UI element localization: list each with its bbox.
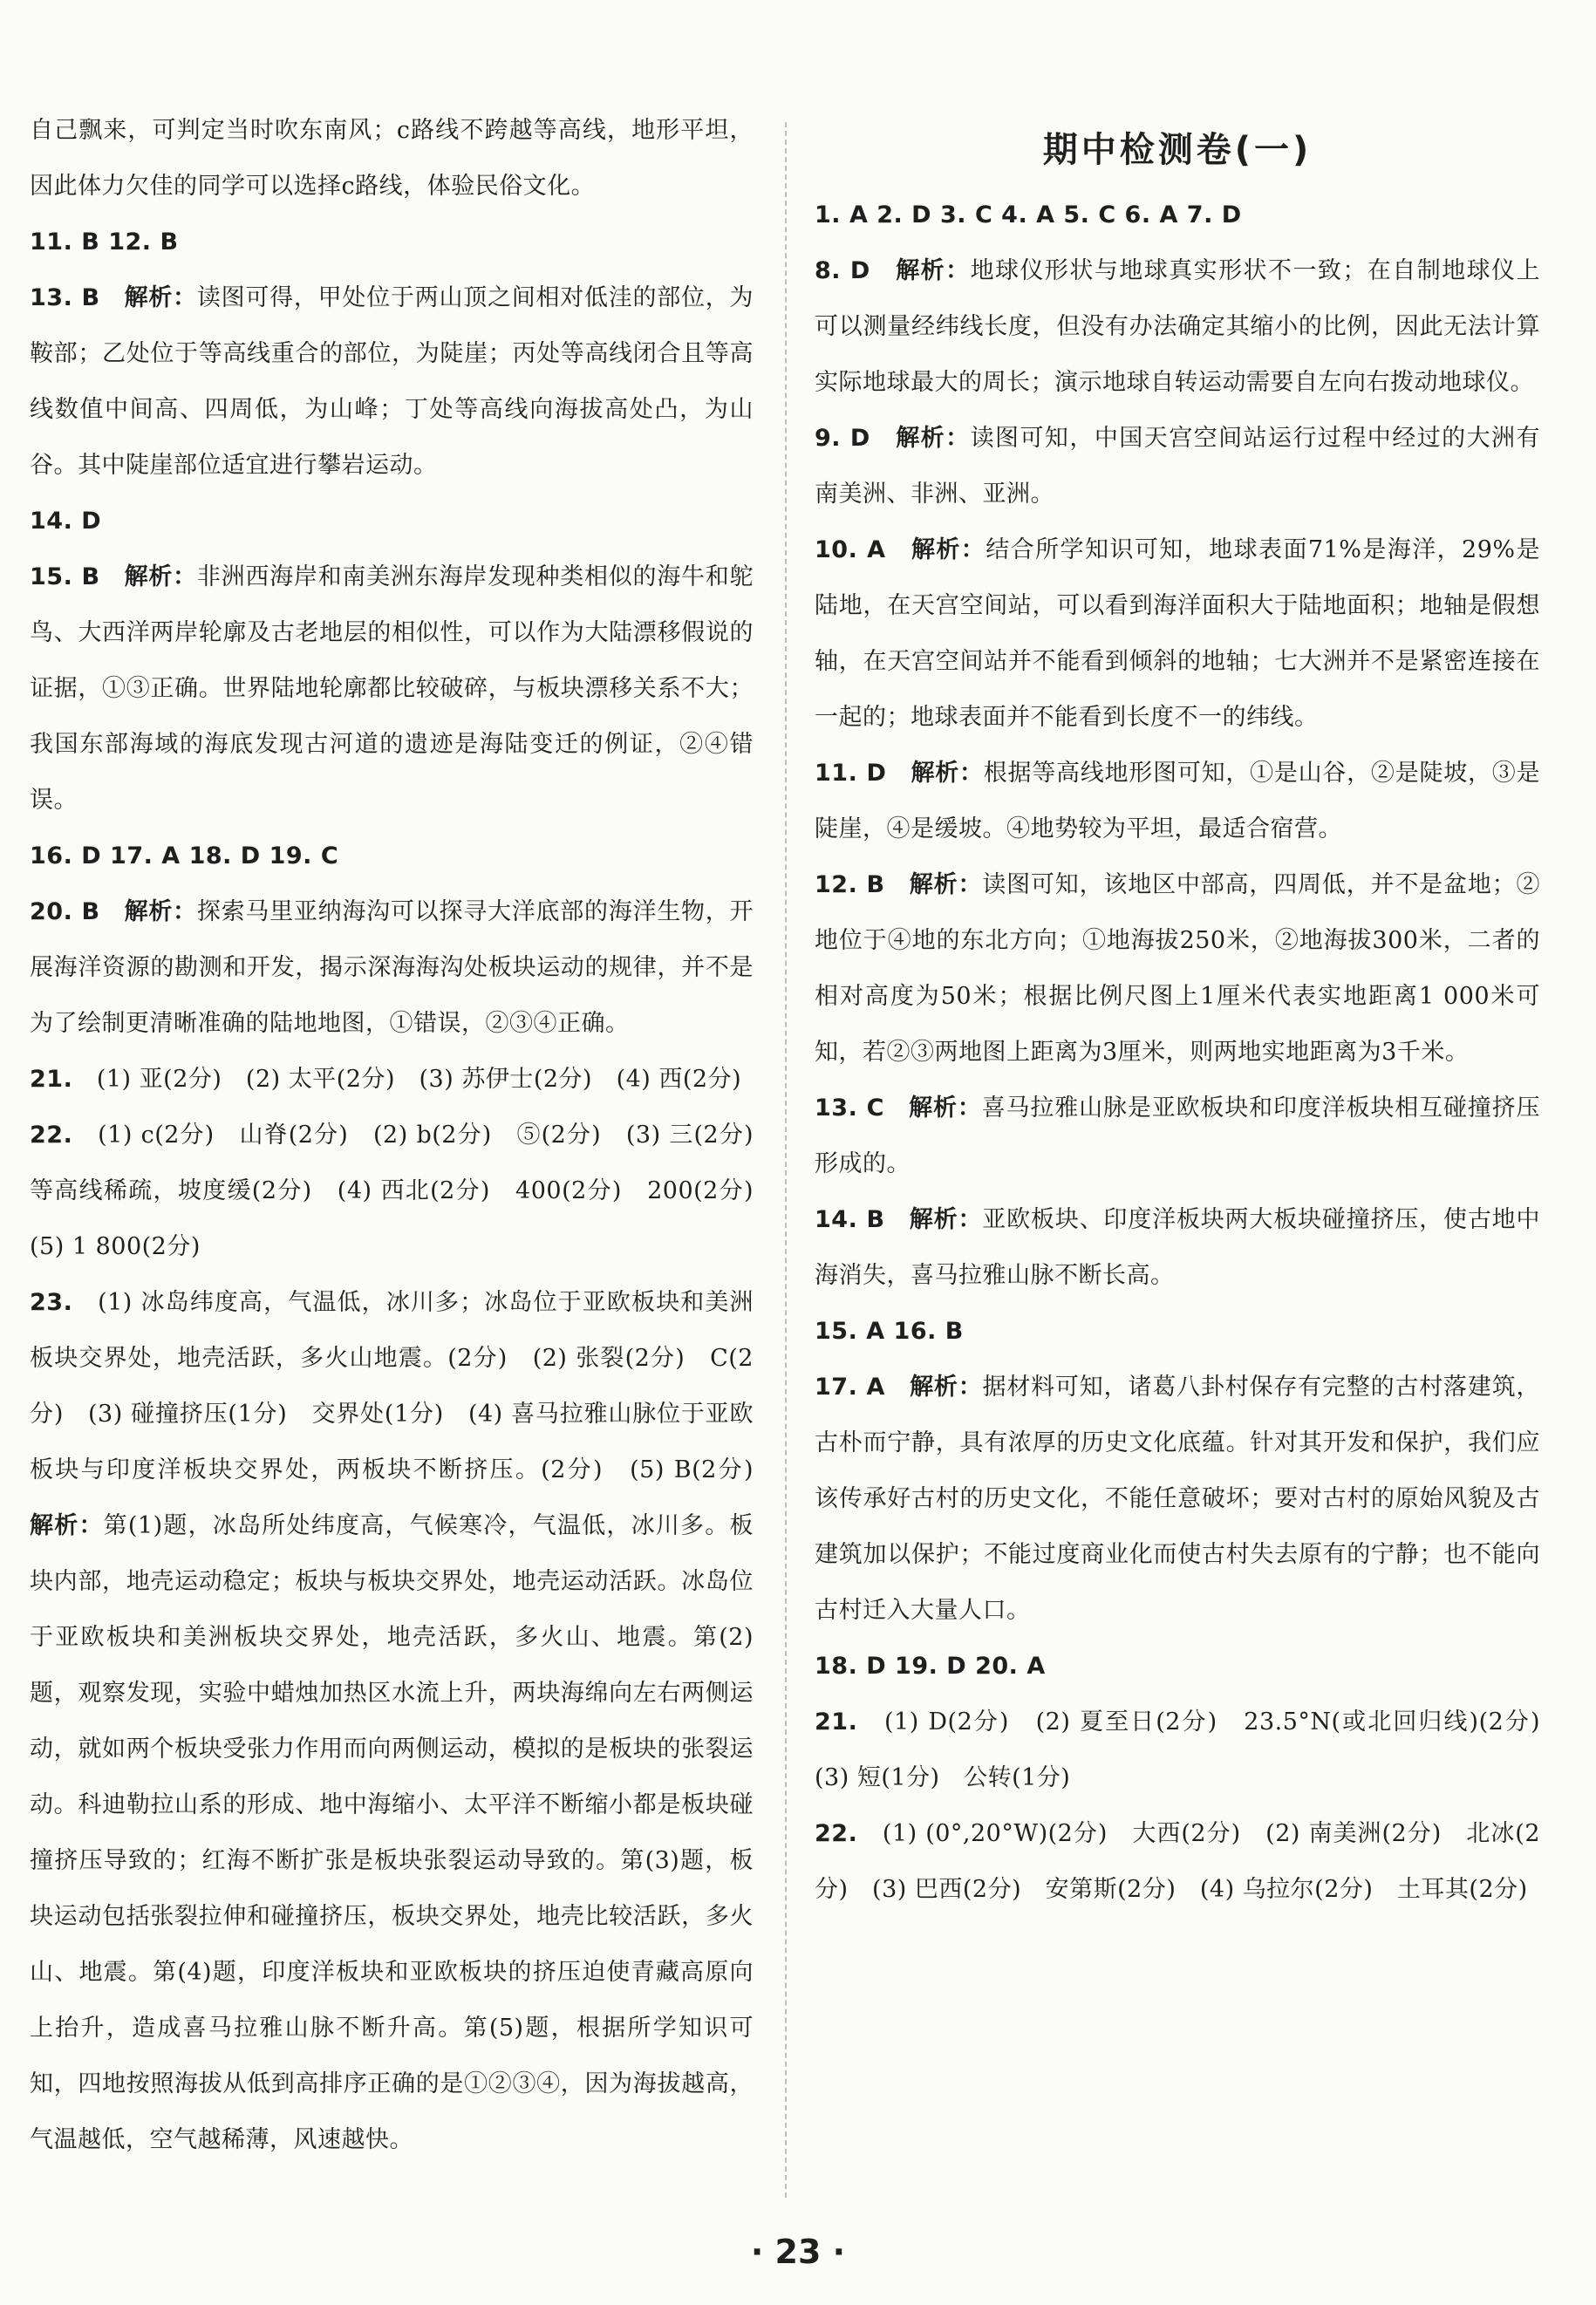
section-title: 期中检测卷(一): [1042, 130, 1313, 170]
answer-number: 16. D 17. A 18. D 19. C: [30, 842, 339, 869]
analysis-label: 解析：: [910, 1374, 983, 1401]
answer-number: 12. B: [815, 871, 885, 898]
answer-paragraph: [815, 1360, 1540, 1639]
answer-text: (1) 冰岛纬度高，气温低，冰川多；冰岛位于亚欧板块和美洲板块交界处，地壳活跃，多火山地震。(2分) (2) 张裂(2分) C(2分) (3) 碰撞挤压(1分) 交界处(1分) (4) 喜马拉雅山脉位于亚欧板块与印度洋板块交界处，两板块不断挤压。(2分) (5) B(2分): [30, 1289, 778, 1483]
answer-paragraph: [815, 1192, 1540, 1304]
analysis-label: 解析：: [911, 760, 984, 787]
answer-text: 非洲西海岸和南美洲东海岸发现种类相似的海牛和鸵鸟、大西洋两岸轮廓及古老地层的相似性，可以作为大陆漂移假说的证据，①③正确。世界陆地轮廓都比较破碎，与板块漂移关系不大；我国东部海域的海底发现古河道的遗迹是海陆变迁的例证，②④错误。: [30, 563, 754, 814]
analysis-label: 解析：: [896, 425, 971, 452]
answer-text: 读图可得，甲处位于两山顶之间相对低洼的部位，为鞍部；乙处位于等高线重合的部位，为陡崖；丙处等高线闭合且等高线数值中间高、四周低，为山峰；丁处等高线向海拔高处凸，为山谷。其中陡崖部位适宜进行攀岩运动。: [30, 284, 754, 479]
answer-text: 自己飘来，可判定当时吹东南风；c路线不跨越等高线，地形平坦，因此体力欠佳的同学可以选择c路线，体验民俗文化。: [30, 117, 754, 200]
answer-paragraph: [30, 1275, 778, 2168]
answer-paragraph: [30, 215, 754, 270]
answer-number: 11. D: [815, 760, 887, 787]
answer-paragraph: [30, 1052, 754, 1108]
analysis-label: 解析：: [124, 284, 197, 311]
answer-number: 22.: [30, 1122, 73, 1149]
answer-text: (1) D(2分) (2) 夏至日(2分) 23.5°N(或北回归线)(2分) (3) 短(1分) 公转(1分): [815, 1708, 1565, 1791]
right-column: [815, 103, 1565, 1918]
answer-number: 17. A: [815, 1374, 885, 1401]
answer-text: 结合所学知识可知，地球表面71%是海洋，29%是陆地，在天宫空间站，可以看到海洋面积大于陆地面积；地轴是假想轴，在天宫空间站并不能看到倾斜的地轴；七大洲并不是紧密连接在一起的；地球表面并不能看到长度不一的纬线。: [815, 536, 1541, 731]
right-column-body: [815, 188, 1565, 1918]
answer-paragraph: [30, 103, 754, 215]
answer-text: 读图可知，该地区中部高，四周低，并不是盆地；②地位于④地的东北方向；①地海拔250米，②地海拔300米，二者的相对高度为50米；根据比例尺图上1厘米代表实地距离1 000米可知，若②③两地图上距离为3厘米，则两地实地距离为3千米。: [815, 871, 1540, 1066]
analysis-label: 解析：: [911, 536, 986, 563]
answer-number: 8. D: [815, 257, 870, 284]
answer-text: 根据等高线地形图可知，①是山谷，②是陡坡，③是陡崖，④是缓坡。④地势较为平坦，最适合宿营。: [815, 760, 1541, 842]
answer-paragraph: [30, 1108, 778, 1275]
answer-text: (1) (0°,20°W)(2分) 大西(2分) (2) 南美洲(2分) 北冰(2分) (3) 巴西(2分) 安第斯(2分) (4) 乌拉尔(2分) 土耳其(2分): [815, 1820, 1540, 1903]
answer-text: 据材料可知，诸葛八卦村保存有完整的古村落建筑，古朴而宁静，具有浓厚的历史文化底蕴。针对其开发和保护，我们应该传承好古村的历史文化，不能任意破坏；要对古村的原始风貌及古建筑加以保护；不能过度商业化而使古村失去原有的宁静；也不能向古村迁入大量人口。: [815, 1374, 1541, 1624]
column-divider: [785, 122, 787, 2198]
answer-paragraph: [30, 270, 754, 494]
answer-paragraph: [30, 494, 754, 549]
answer-number: 18. D 19. D 20. A: [815, 1653, 1046, 1680]
analysis-label: 解析：: [909, 1095, 982, 1122]
answer-text: 读图可知，中国天宫空间站运行过程中经过的大洲有南美洲、非洲、亚洲。: [815, 425, 1541, 508]
answer-number: 15. B: [30, 563, 100, 590]
answer-text: 喜马拉雅山脉是亚欧板块和印度洋板块相互碰撞挤压形成的。: [815, 1095, 1541, 1177]
analysis-label: 解析：: [124, 898, 197, 925]
analysis-label: 解析：: [909, 871, 983, 898]
answer-paragraph: [815, 746, 1540, 857]
answer-number: 21.: [815, 1708, 858, 1736]
answer-number: 11. B 12. B: [30, 228, 179, 256]
answer-number: 9. D: [815, 425, 870, 452]
answer-number: 14. B: [815, 1206, 885, 1233]
answer-paragraph: [30, 549, 754, 829]
answer-text: 探索马里亚纳海沟可以探寻大洋底部的海洋生物，开展海洋资源的勘测和开发，揭示深海海沟处板块运动的规律，并不是为了绘制更清晰准确的陆地地图，①错误，②③④正确。: [30, 898, 754, 1037]
answer-paragraph: [815, 1304, 1540, 1360]
answer-text: 亚欧板块、印度洋板块两大板块碰撞挤压，使古地中海消失，喜马拉雅山脉不断长高。: [815, 1206, 1540, 1289]
answer-number: 14. D: [30, 508, 102, 535]
answer-number: 21.: [30, 1066, 73, 1093]
answer-number: 20. B: [30, 898, 100, 925]
answer-paragraph: [815, 188, 1540, 243]
answer-paragraph: [30, 884, 754, 1052]
answer-paragraph: [30, 829, 754, 884]
answer-paragraph: [815, 1081, 1540, 1192]
answer-paragraph: [815, 1695, 1565, 1806]
answer-number: 22.: [815, 1820, 858, 1847]
answer-paragraph: [815, 1639, 1540, 1695]
answer-number: 10. A: [815, 536, 886, 563]
answer-number: 1. A 2. D 3. C 4. A 5. C 6. A 7. D: [815, 201, 1242, 228]
answer-paragraph: [815, 243, 1540, 411]
answer-text: 地球仪形状与地球真实形状不一致；在自制地球仪上可以测量经纬线长度，但没有办法确定其缩小的比例，因此无法计算实际地球最大的周长；演示地球自转运动需要自左向右拨动地球仪。: [815, 257, 1541, 396]
analysis-label: 解析：: [124, 563, 197, 590]
page-number: · 23 ·: [750, 2233, 846, 2271]
answer-text: (1) c(2分) 山脊(2分) (2) b(2分) ⑤(2分) (3) 三(2分) 等高线稀疏，坡度缓(2分) (4) 西北(2分) 400(2分) 200(2分) (5) 1 800(2分): [30, 1122, 778, 1260]
analysis-label: 解析：: [909, 1206, 983, 1233]
answer-number: 13. C: [815, 1095, 884, 1122]
left-column: [30, 103, 778, 2168]
answer-number: 13. B: [30, 284, 100, 311]
analysis-label: 解析：: [896, 257, 971, 284]
answer-paragraph: [815, 1806, 1540, 1918]
answer-text: (1) 亚(2分) (2) 太平(2分) (3) 苏伊士(2分) (4) 西(2分): [96, 1066, 742, 1093]
answer-number: 15. A 16. B: [815, 1318, 964, 1345]
answer-paragraph: [815, 411, 1540, 522]
analysis-label: 解析：: [30, 1512, 104, 1539]
answer-paragraph: [815, 522, 1540, 746]
answer-text: 第(1)题，冰岛所处纬度高，气候寒冷，气温低，冰川多。板块内部，地壳运动稳定；板块与板块交界处，地壳运动活跃。冰岛位于亚欧板块和美洲板块交界处，地壳活跃，多火山、地震。第(2)题，观察发现，实验中蜡烛加热区水流上升，两块海绵向左右两侧运动，就如两个板块受张力作用而向两侧运动，模拟的是板块的张裂运动。科迪勒拉山系的形成、地中海缩小、太平洋不断缩小都是板块碰撞挤压导致的；红海不断扩张是板块张裂运动导致的。第(3)题，板块运动包括张裂拉伸和碰撞挤压，板块交界处，地壳比较活跃，多火山、地震。第(4)题，印度洋板块和亚欧板块的挤压迫使青藏高原向上抬升，造成喜马拉雅山脉不断升高。第(5)题，根据所学知识可知，四地按照海拔从低到高排序正确的是①②③④，因为海拔越高，气温越低，空气越稀薄，风速越快。: [30, 1512, 754, 2153]
answer-paragraph: [815, 857, 1540, 1081]
answer-number: 23.: [30, 1289, 73, 1316]
